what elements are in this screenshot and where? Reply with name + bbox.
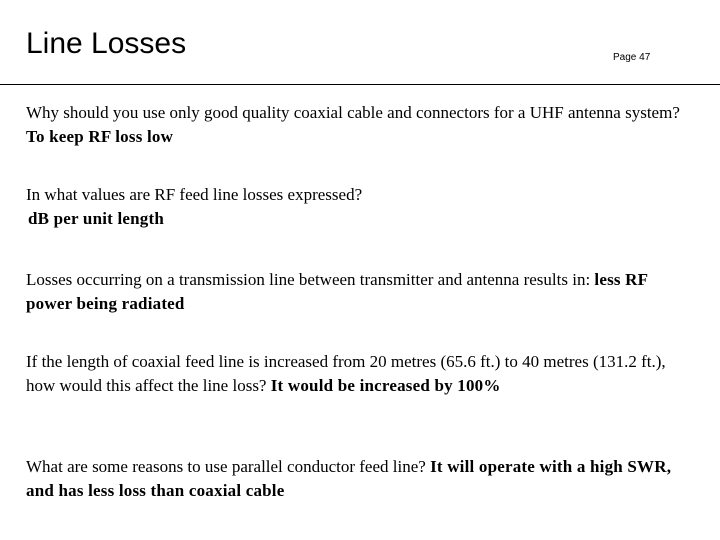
- slide-title: Line Losses: [26, 27, 187, 60]
- question-text: Why should you use only good quality coaxial cable and connectors for a UHF antenna system?: [26, 103, 680, 122]
- question-text: If the length of coaxial feed line is increased from 20 metres (65.6 ft.) to 40 metres (131.2 ft.), how would this affect the line loss?: [26, 352, 666, 395]
- answer-text: It will operate with a high SWR, and has less loss than coaxial cable: [26, 457, 672, 500]
- qa-item-parallel-feed: [26, 455, 691, 503]
- qa-item-rf-loss: [26, 101, 691, 149]
- answer-text: It would be increased by 100%: [270, 376, 501, 395]
- question-text: Losses occurring on a transmission line between transmitter and antenna results in:: [26, 270, 591, 289]
- qa-item-line-losses: [26, 268, 691, 316]
- page-number: Page 47: [613, 52, 651, 63]
- answer-text: dB per unit length: [28, 209, 165, 228]
- answer-text: To keep RF loss low: [26, 127, 174, 146]
- qa-item-loss-units: [26, 183, 691, 231]
- question-text: In what values are RF feed line losses expressed?: [26, 185, 363, 204]
- question-text: What are some reasons to use parallel conductor feed line?: [26, 457, 426, 476]
- title-divider: [0, 84, 720, 85]
- answer-text: less RF power being radiated: [26, 270, 648, 313]
- qa-item-feed-length: [26, 350, 691, 398]
